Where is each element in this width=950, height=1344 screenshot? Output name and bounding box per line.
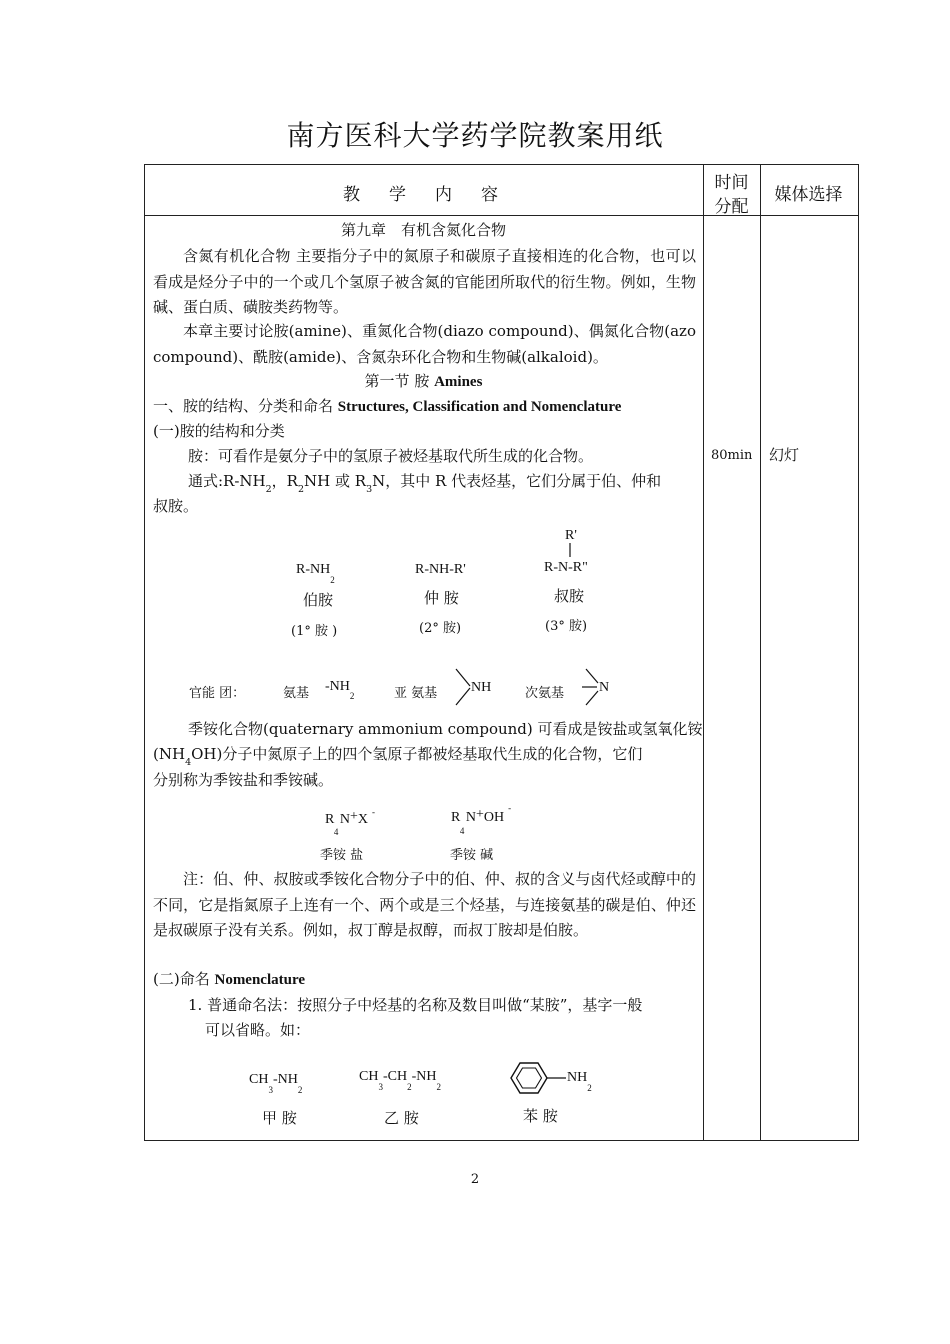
amino-label: 氨基 [283,686,310,701]
tertiary-amine-name: 叔胺 [554,587,585,605]
general-formula-line2: 叔胺。 [153,497,199,515]
primary-amine-sub: 2 [330,575,335,585]
quat-base-minus: - [508,803,512,813]
amino-formula-sub: 2 [349,691,355,701]
quat-base-name: 季铵 碱 [450,848,494,863]
aniline-s: 2 [587,1083,592,1093]
quat-base-plus: + [475,807,484,822]
quat-base-n: N [465,810,476,825]
aniline-a: NH [567,1070,588,1085]
quat-para-line2-sub: 4 [185,757,192,768]
subheading-1: (一)胺的结构和分类 [153,422,285,440]
amino-formula-text: -NH [325,679,350,694]
section-title-cn: 第一节 胺 [364,372,435,390]
quat-salt-sub: 4 [333,827,339,837]
formula-text-1: 通式:R-NH [188,472,266,490]
imino-label: 亚 氨基 [394,686,438,701]
header-content: 教 学 内 容 [343,185,504,205]
tertiary-amine-formula: R-N-R" [544,560,588,575]
formula-sub-3: 3 [366,484,373,495]
formula-text-4: N，其中 R 代表烃基，它们分属于伯、仲和 [372,472,662,490]
primary-amine-text: R-NH [296,562,331,577]
naming-rule-line2: 可以省略。如： [205,1021,311,1039]
formula-text-2: ，R [271,472,298,490]
formula-sub-1: 2 [265,484,272,495]
quat-para-line2-b: OH)分子中氮原子上的四个氢原子都被烃基取代生成的化合物，它们 [191,745,643,763]
subheading-2-en: Nomenclature [214,972,306,988]
methylamine-s1: 3 [268,1085,273,1095]
ethylamine-a: CH [359,1069,379,1084]
methylamine-s2: 2 [297,1085,303,1095]
note-paragraph: 注：伯、仲、叔胺或季铵化合物分子中的伯、仲、叔的含义与卤代烃或醇中的不同，它是指氮原子上连有一个、两个或是三个烃基，与连接氨基的碳是伯、仲还是叔碳原子没有关系。例如，叔丁醇是叔醇，而叔丁胺却是伯胺。 [153,870,696,939]
methylamine-name: 甲 胺 [262,1109,297,1127]
tertiary-amine-degree: (3° 胺) [545,619,588,634]
naming-rule-line1: 1. 普通命名法：按照分子中烃基的名称及数目叫做“某胺”，基字一般 [188,996,643,1014]
quat-base-r: R [451,810,461,825]
aniline-name: 苯 胺 [523,1107,558,1125]
scope-paragraph: 本章主要讨论胺(amine)、重氮化合物(diazo compound)、偶氮化合物(azo compound)、酰胺(amide)、含氮杂环化合物和生物碱(alkaloid)。 [153,322,696,366]
chapter-title: 第九章 有机含氮化合物 [340,221,506,239]
secondary-amine-degree: (2° 胺) [419,621,462,636]
quat-salt-n: N [339,812,350,827]
quat-salt-name: 季铵 盐 [320,848,364,863]
quat-base-oh: OH [483,810,505,825]
primary-amine-name: 伯胺 [303,591,334,609]
methylamine-a: CH [249,1072,269,1087]
header-media: 媒体选择 [774,185,843,205]
ethylamine-s3: 2 [436,1082,441,1092]
quat-salt-plus: + [349,809,358,824]
quat-para-line2-a: (NH [153,745,186,763]
quat-salt-x: X [357,812,368,827]
heading-1-cn: 一、胺的结构、分类和命名 [153,397,338,415]
ethylamine-b: -CH [382,1069,408,1084]
ethylamine-s1: 3 [378,1082,383,1092]
secondary-amine-name: 仲 胺 [424,589,459,607]
header-time-line1: 时间 [714,173,749,193]
primary-amine-degree: (1° 胺 ) [291,624,338,639]
quat-para-line1: 季铵化合物(quaternary ammonium compound) 可看成是铵盐或氢氧化铵 [188,720,703,738]
formula-text-3: NH 或 R [304,472,367,490]
quat-salt-r: R [325,812,335,827]
amine-definition: 胺：可看作是氨分子中的氢原子被烃基取代所生成的化合物。 [188,447,594,465]
formula-sub-2: 2 [297,484,305,495]
subheading-2-cn: (二)命名 [153,970,215,988]
ethylamine-s2: 2 [407,1082,412,1092]
methylamine-b: -NH [272,1072,298,1087]
secondary-amine-formula: R-NH-R' [415,562,466,577]
page-title: 南方医科大学药学院教案用纸 [286,119,664,152]
imino-formula: NH [471,680,492,695]
heading-1-en: Structures, Classification and Nomenclature [337,399,622,415]
quat-base-sub: 4 [459,826,465,836]
nitrilo-label: 次氨基 [525,686,565,701]
media-choice: 幻灯 [769,446,800,464]
intro-paragraph: 含氮有机化合物 主要指分子中的氮原子和碳原子直接相连的化合物，也可以看成是烃分子中的一个或几个氢原子被含氮的官能团所取代的衍生物。例如，生物碱、蛋白质、磺胺类药物等。 [153,247,696,316]
quat-salt-minus: - [372,807,375,817]
tertiary-amine-top: R' [565,528,577,543]
page-number: 2 [470,1172,480,1187]
ethylamine-c: -NH [411,1069,437,1084]
quat-para-line3: 分别称为季铵盐和季铵碱。 [153,771,334,789]
nitrilo-formula: N [599,680,610,695]
time-allocation: 80min [711,448,753,463]
header-time-line2: 分配 [714,197,749,217]
ethylamine-name: 乙 胺 [384,1109,419,1127]
groups-label: 官能 团： [189,686,246,701]
aniline-formula [567,1070,592,1093]
section-title-en: Amines [434,374,483,390]
